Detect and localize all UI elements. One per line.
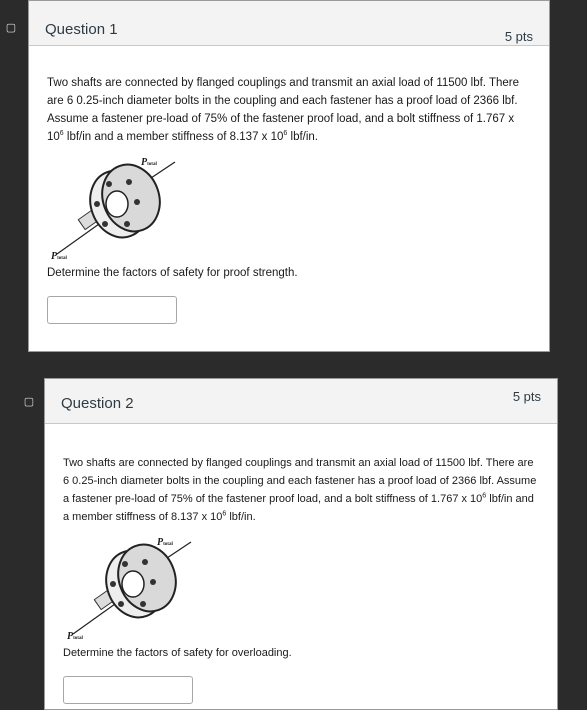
question-title: Question 1: [45, 21, 118, 38]
force-label-top: Ptotal: [141, 157, 157, 168]
answer-input[interactable]: [47, 296, 177, 324]
force-label-bottom: Ptotal: [67, 631, 83, 642]
question-icon: ▢: [23, 396, 35, 408]
question-points: 5 pts: [504, 29, 533, 44]
question-header: [45, 379, 557, 424]
force-label-top: Ptotal: [157, 537, 173, 548]
question-body: [29, 46, 549, 324]
question-icon: ▢: [5, 22, 17, 34]
question-ask: Determine the factors of safety for proof strength.: [47, 267, 298, 279]
force-label-bottom: Ptotal: [51, 251, 67, 262]
coupling-figure: [49, 154, 209, 262]
question-header: [29, 1, 549, 46]
question-ask: Determine the factors of safety for overloading.: [63, 647, 292, 659]
question-prompt: Two shafts are connected by flanged couplings and transmit an axial load of 11500 lbf. There are 6 0.25-inch diameter bolts in the coupling and each fastener has a proof load of 2366 lbf. Assume a fastener pre-load of 75% of the fastener proof load, and a bolt stiffness of 1.767 x $10^6$ lbf/in and a member stiffness of 8.137 x $10^6$ lbf/in.: [47, 77, 520, 143]
question-prompt: Two shafts are connected by flanged couplings and transmit an axial load of 11500 lbf. There are 6 0.25-inch diameter bolts in the coupling and each fastener has a proof load of 2366 lbf. Assume a fastener pre-load of 75% of the fastener proof load, and a bolt stiffness of 1.767 x $10^6$ lbf/in and a member stiffness of 8.137 x $10^6$ lbf/in.: [63, 457, 537, 523]
question-title: Question 2: [61, 395, 134, 412]
question-card-2: [44, 378, 558, 710]
question-body: [45, 424, 557, 704]
coupling-figure: [65, 534, 225, 642]
question-card-1: [28, 0, 550, 352]
question-points: 5 pts: [512, 389, 541, 404]
